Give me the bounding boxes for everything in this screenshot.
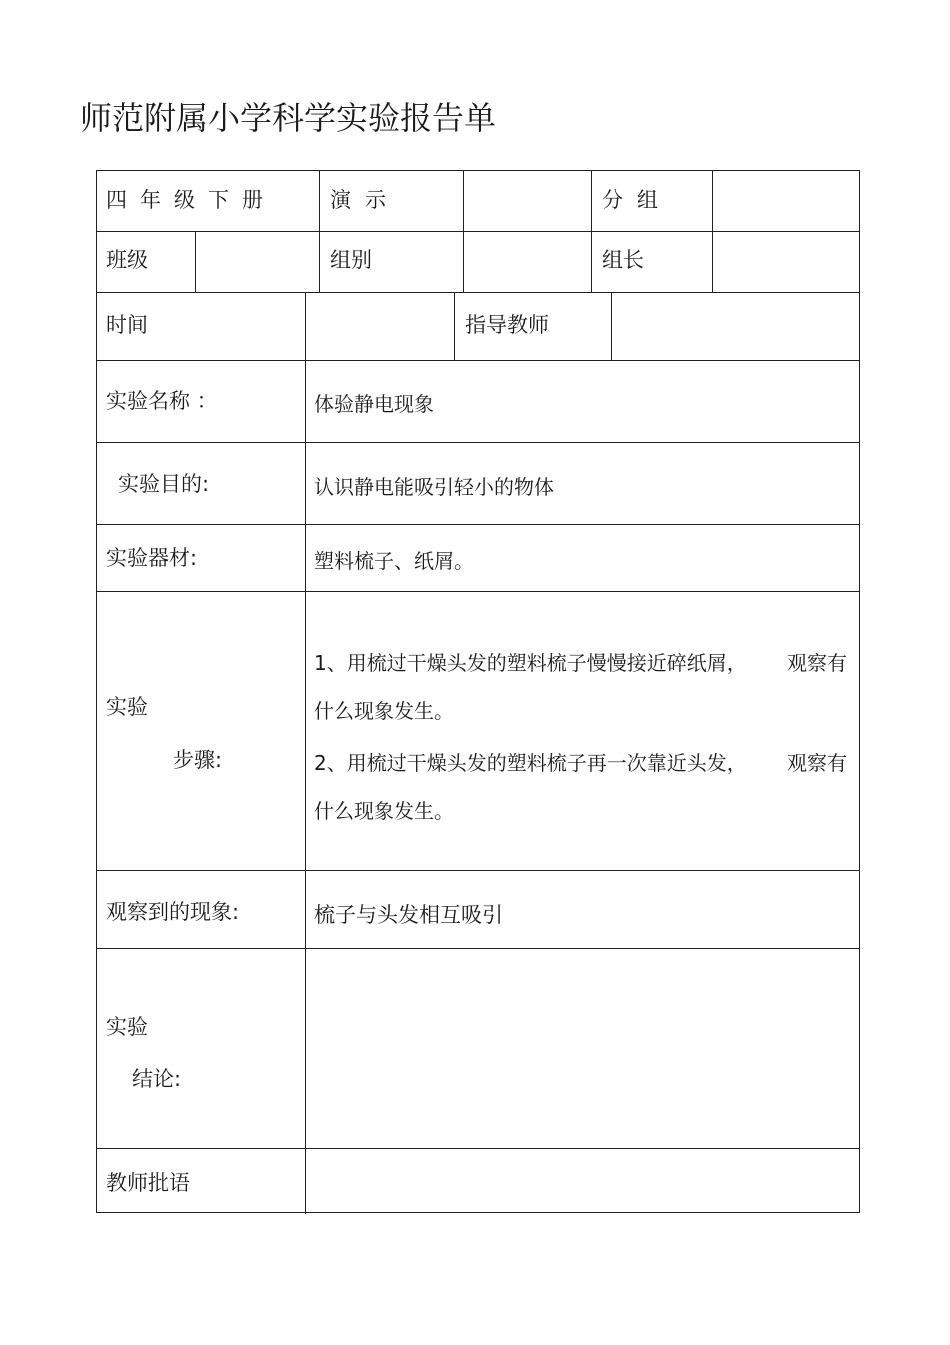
teacher-comment-label: 教师批语	[106, 1171, 190, 1195]
group-label: 分组	[602, 188, 672, 212]
experiment-materials-label: 实验器材:	[106, 546, 198, 570]
report-table	[96, 170, 860, 1213]
col-divider	[319, 171, 320, 231]
col-divider	[454, 292, 455, 360]
step-2-line2: 什么现象发生。	[314, 799, 454, 823]
row-divider	[97, 1148, 859, 1149]
experiment-purpose-label: 实验目的:	[118, 472, 210, 496]
col-divider	[195, 231, 196, 292]
step-2-line1: 2、用梳过干燥头发的塑料梳子再一次靠近头发，	[314, 751, 747, 775]
col-divider	[591, 231, 592, 292]
observation-label: 观察到的现象:	[106, 900, 240, 924]
step-1-line1-tail: 观察有	[787, 651, 847, 675]
col-divider	[712, 171, 713, 231]
page-title: 师范附属小学科学实验报告单	[80, 99, 497, 137]
row-divider	[97, 231, 859, 232]
conclusion-label-line1: 实验	[106, 1015, 148, 1039]
experiment-name-label: 实验名称 ：	[106, 389, 218, 413]
time-label: 时间	[106, 313, 148, 337]
conclusion-label-line2: 结论:	[132, 1067, 182, 1091]
col-divider	[463, 171, 464, 231]
col-divider	[463, 231, 464, 292]
supervising-teacher-label: 指导教师	[465, 313, 549, 337]
label-column-divider	[305, 360, 306, 1214]
group-number-label: 组别	[330, 248, 372, 272]
step-1-line1: 1、用梳过干燥头发的塑料梳子慢慢接近碎纸屑，	[314, 651, 747, 675]
step-1-line2: 什么现象发生。	[314, 699, 454, 723]
group-leader-label: 组长	[602, 248, 644, 272]
col-divider	[591, 171, 592, 231]
col-divider	[305, 292, 306, 360]
step-2-line1-tail: 观察有	[787, 751, 847, 775]
row-divider	[97, 948, 859, 949]
experiment-steps-label-line1: 实验	[106, 695, 148, 719]
experiment-purpose-value: 认识静电能吸引轻小的物体	[314, 475, 554, 499]
row-divider	[97, 442, 859, 443]
row-divider	[97, 870, 859, 871]
col-divider	[712, 231, 713, 292]
demo-label: 演示	[330, 188, 400, 212]
row-divider	[97, 292, 859, 293]
col-divider	[611, 292, 612, 360]
experiment-materials-value: 塑料梳子、纸屑。	[314, 549, 474, 573]
experiment-name-value: 体验静电现象	[314, 392, 434, 416]
row-divider	[97, 524, 859, 525]
row-divider	[97, 360, 859, 361]
col-divider	[319, 231, 320, 292]
class-label: 班级	[106, 248, 148, 272]
experiment-steps-label-line2: 步骤:	[173, 748, 223, 772]
observation-value: 梳子与头发相互吸引	[314, 903, 503, 927]
grade-label: 四年级下册	[106, 188, 276, 212]
row-divider	[97, 591, 859, 592]
